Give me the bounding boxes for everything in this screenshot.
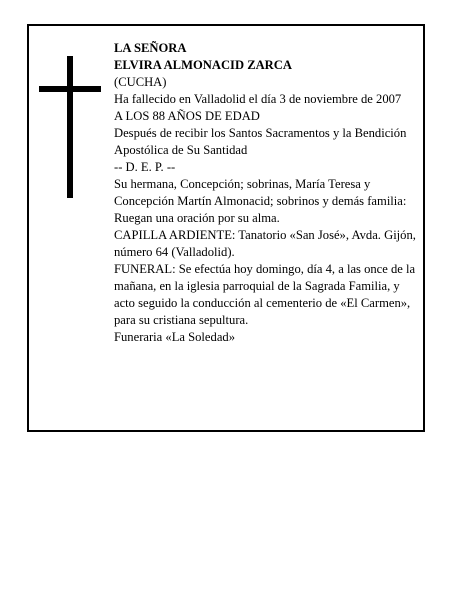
cross-vertical-bar bbox=[67, 56, 73, 198]
deceased-name: ELVIRA ALMONACID ZARCA bbox=[114, 58, 292, 72]
sacraments-statement: Después de recibir los Santos Sacramentos y la Bendición Apostólica de Su Santidad bbox=[114, 126, 407, 157]
family-mourners: Su hermana, Concepción; sobrinas, María Teresa y Concepción Martín Almonacid; sobrinos y demás familia: bbox=[114, 177, 407, 208]
death-statement: Ha fallecido en Valladolid el día 3 de noviembre de 2007 bbox=[114, 92, 402, 106]
chapel-info: CAPILLA ARDIENTE: Tanatorio «San José», Avda. Gijón, número 64 (Valladolid). bbox=[114, 228, 416, 259]
obituary-notice bbox=[27, 24, 425, 432]
prayer-request: Ruegan una oración por su alma. bbox=[114, 211, 280, 225]
funeral-home: Funeraria «La Soledad» bbox=[114, 330, 235, 344]
notice-title: LA SEÑORA bbox=[114, 41, 187, 55]
age-at-death: A LOS 88 AÑOS DE EDAD bbox=[114, 109, 260, 123]
deceased-nickname: (CUCHA) bbox=[114, 75, 167, 89]
cross-icon bbox=[39, 56, 101, 198]
funeral-info: FUNERAL: Se efectúa hoy domingo, día 4, a las once de la mañana, en la iglesia parroquial de la Sagrada Familia, y acto seguido la conducción al cementerio de «El Carmen», para su cristiana sepultura. bbox=[114, 262, 416, 327]
rip-line: -- D. E. P. -- bbox=[114, 160, 176, 174]
notice-text bbox=[114, 40, 419, 346]
cross-horizontal-bar bbox=[39, 86, 101, 92]
